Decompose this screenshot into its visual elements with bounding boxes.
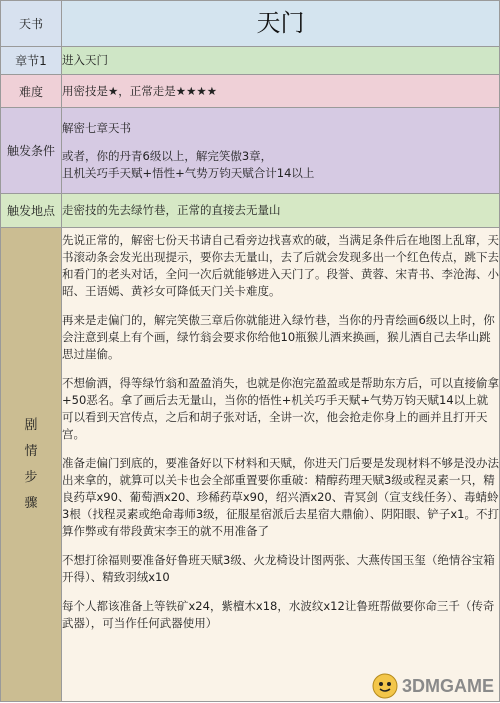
trigger-label: 触发条件: [1, 108, 62, 194]
watermark: [372, 673, 494, 699]
steps-label-char-3: 步: [24, 469, 38, 485]
steps-row: [1, 228, 500, 702]
trigger-line-3: 且机关巧手天赋+悟性+气势万钧天赋合计14以上: [62, 165, 315, 180]
steps-paragraph-4: 准备走偏门到底的，要准备好以下材料和天赋，你进天门后要是发现材料不够是没办法出来拿的，就算可以关卡也会全部重置要你重破：精醇药理天赋3级或程灵素一只，精良药草x90、葡萄酒x20、珍稀药草x90，绍兴酒x20、青冥剑（宣支线任务）、毒蜻蛉3根（找程灵素或绝命毒师3级，征服星宿派后去星宿大鼎偷）、阴阳眼、铲子x1。不打算作弊或有带段黄宋李王的就不用准备了: [62, 456, 500, 538]
steps-paragraph-3: 不想偷酒，得等绿竹翁和盈盈消失，也就是你泡完盈盈或是帮助东方后，可以直接偷拿+50恶名。拿了画后去无量山，当你的悟性+机关巧手天赋+气势万钧天赋14以上就可以看到天宫传点，之后和胡子张对话，全讲一次，他会抢走你身上的画并且打开天宫。: [62, 376, 499, 441]
header-label: 天书: [1, 1, 62, 47]
watermark-text: 3DMGAME: [401, 675, 494, 696]
location-row: [1, 194, 500, 228]
chapter-label: 章节1: [1, 47, 62, 75]
trigger-line-2: 或者，你的丹青6级以上，解完笑傲3章，: [62, 148, 273, 163]
page-title: 天门: [62, 1, 500, 47]
trigger-content: [62, 108, 500, 194]
steps-paragraph-2: 再来是走偏门的，解完笑傲三章后你就能进入绿竹巷，当你的丹青绘画6级以上时，你会注意到桌上有个画，绿竹翁会要求你给他10瓶猴儿酒来换画，猴儿酒自己去华山跳思过崖偷。: [62, 313, 495, 361]
trigger-row: [1, 108, 500, 194]
steps-label-char-4: 骤: [24, 495, 38, 511]
steps-label-char-2: 情: [24, 443, 38, 459]
steps-label-char-1: 剧: [24, 417, 38, 433]
steps-paragraph-6: 每个人都该准备上等铁矿x24，紫檀木x18，水波纹x12让鲁班帮做要你命三千（传奇武器），可当作任何武器使用）: [62, 599, 495, 630]
difficulty-label: 难度: [1, 75, 62, 108]
chapter-value: 进入天门: [62, 47, 500, 75]
trigger-line-1: 解密七章天书: [62, 120, 131, 135]
watermark-logo-icon: [372, 673, 398, 699]
difficulty-row: [1, 75, 500, 108]
difficulty-value: 用密技是★，正常走是★★★★: [62, 75, 500, 108]
steps-content: [62, 228, 500, 702]
chapter-row: [1, 47, 500, 75]
location-value: 走密技的先去绿竹巷，正常的直接去无量山: [62, 194, 500, 228]
location-label: 触发地点: [1, 194, 62, 228]
steps-paragraph-1: 先说正常的，解密七份天书请自己看旁边找喜欢的破，当满足条件后在地图上乱窜，天书滚动条会发光出现提示，要你去无量山，去了后就会发现多出一个红色传点，跳下去和看门的老头对话，全问一次后就能够进入天门了。段誉、黄蓉、宋青书、李沧海、小昭、王语嫣、黄衫女可降低天门关卡难度。: [62, 233, 499, 298]
steps-paragraph-5: 不想打徐福则要准备好鲁班天赋3级、火龙椅设计图两张、大燕传国玉玺（绝情谷宝箱开得）、精致羽绒x10: [62, 553, 495, 584]
header-row: [1, 1, 500, 47]
steps-label: [1, 228, 62, 702]
